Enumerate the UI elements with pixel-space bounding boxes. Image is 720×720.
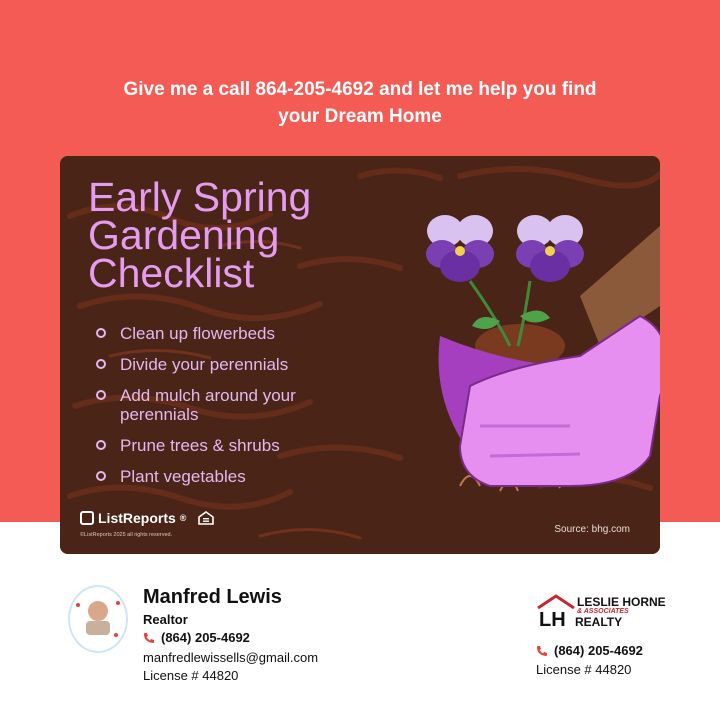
headline-line1: Give me a call 864-205-4692 and let me help you find <box>123 79 597 100</box>
headline <box>60 76 660 130</box>
card-title: Early Spring Gardening Checklist <box>88 174 312 296</box>
phone-icon <box>143 632 155 644</box>
brokerage-logo-icon <box>536 594 576 628</box>
bullet-circle-icon <box>96 390 106 400</box>
checklist-item: Add mulch around your perennials <box>96 386 336 424</box>
agent-title: Realtor <box>143 612 188 627</box>
agent-avatar <box>68 585 128 653</box>
svg-text:LH: LH <box>539 609 566 628</box>
listreports-brand: ListReports ® <box>80 510 214 526</box>
agent-email[interactable]: manfredlewissells@gmail.com <box>143 650 319 665</box>
bullet-circle-icon <box>96 471 106 481</box>
brokerage-license: License # 44820 <box>536 662 632 677</box>
phone-icon <box>536 645 548 657</box>
equal-housing-icon <box>198 511 214 525</box>
agent-phone[interactable]: (864) 205-4692 <box>143 630 250 645</box>
checklist-item: Plant vegetables <box>96 467 336 486</box>
agent-license: License # 44820 <box>143 668 239 683</box>
bullet-circle-icon <box>96 440 106 450</box>
headline-line2: your Dream Home <box>278 106 442 127</box>
checklist-item: Clean up flowerbeds <box>96 324 336 343</box>
checklist <box>96 324 336 498</box>
checklist-item: Divide your perennials <box>96 355 336 374</box>
brokerage-realty: REALTY <box>575 615 623 629</box>
brokerage-subname: & ASSOCIATES <box>577 608 629 615</box>
checklist-item: Prune trees & shrubs <box>96 436 336 455</box>
brokerage-name: LESLIE HORNE <box>577 595 666 609</box>
bullet-circle-icon <box>96 359 106 369</box>
checklist-card <box>60 156 660 554</box>
bullet-circle-icon <box>96 328 106 338</box>
gloved-hand-pansies-illustration <box>400 186 660 506</box>
agent-name: Manfred Lewis <box>143 586 282 608</box>
source-text: Source: bhg.com <box>554 524 630 535</box>
listreports-logo-icon <box>80 511 94 525</box>
copyright-text: ©ListReports 2025 all rights reserved. <box>80 532 173 538</box>
brokerage-phone[interactable]: (864) 205-4692 <box>536 643 643 658</box>
